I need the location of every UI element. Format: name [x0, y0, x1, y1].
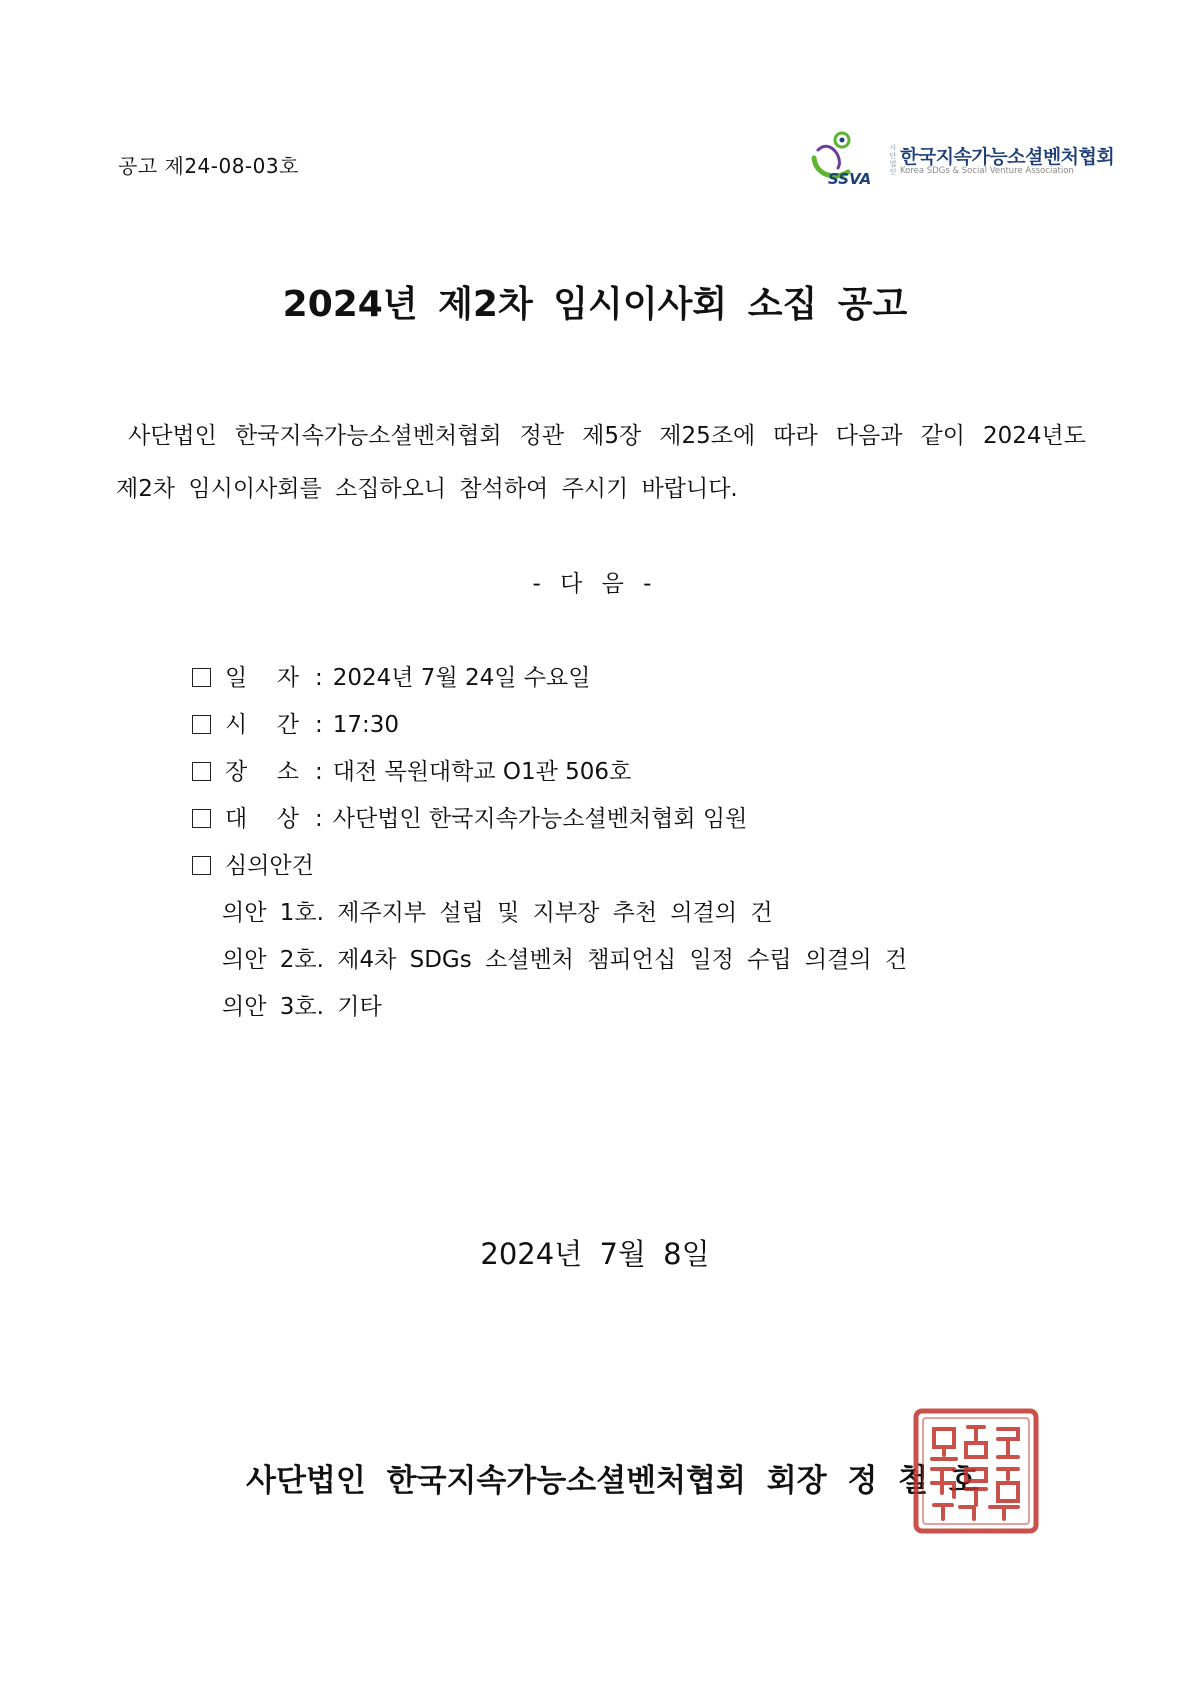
ssva-logo-icon: [808, 128, 888, 188]
agenda-item: 의안 1호. 제주지부 설립 및 지부장 추천 의결의 건: [222, 900, 773, 926]
colon: :: [315, 806, 323, 832]
detail-key: 일 자: [225, 665, 299, 691]
checkbox-icon: [192, 668, 211, 687]
detail-key: 장 소: [225, 759, 299, 785]
detail-row-target: [192, 796, 907, 843]
logo-org-type: 사단법인: [889, 144, 897, 176]
colon: :: [315, 759, 323, 785]
checkbox-icon: [192, 809, 211, 828]
colon: :: [315, 712, 323, 738]
logo-name-english: Korea SDGs & Social Venture Association: [900, 166, 1074, 176]
detail-key: 대 상: [225, 806, 299, 832]
svg-text:SSVA: SSVA: [828, 170, 872, 188]
detail-row-date: [192, 655, 907, 702]
agenda-item: 의안 2호. 제4차 SDGs 소셜벤처 챔피언십 일정 수립 의결의 건: [222, 947, 908, 973]
organization-logo: [808, 128, 1115, 188]
detail-value: 대전 목원대학교 O1관 506호: [332, 759, 632, 785]
detail-key: 시 간: [225, 712, 299, 738]
issue-date: 2024년 7월 8일: [480, 1237, 710, 1271]
next-heading: - 다 음 -: [532, 571, 658, 597]
agenda-heading: 심의안건: [225, 853, 314, 879]
official-seal-icon: [912, 1407, 1040, 1535]
intro-paragraph: [116, 410, 1086, 516]
logo-name-korean: 한국지속가능소셜벤처협회: [900, 146, 1115, 168]
document-title: 2024년 제2차 임시이사회 소집 공고: [282, 284, 908, 325]
agenda-heading-row: [192, 843, 907, 890]
notice-number: 공고 제24-08-03호: [118, 154, 299, 178]
checkbox-icon: [192, 762, 211, 781]
signer: 사단법인 한국지속가능소셜벤처협회 회장 정 철 호: [246, 1463, 979, 1499]
checkbox-icon: [192, 856, 211, 875]
detail-row-time: [192, 702, 907, 749]
detail-value: 17:30: [332, 712, 400, 738]
detail-value: 사단법인 한국지속가능소셜벤처협회 임원: [332, 806, 748, 832]
agenda-item: 의안 3호. 기타: [222, 994, 382, 1020]
checkbox-icon: [192, 715, 211, 734]
colon: :: [315, 665, 323, 691]
detail-value: 2024년 7월 24일 수요일: [332, 665, 591, 691]
detail-row-place: [192, 749, 907, 796]
details-list: [192, 655, 907, 1031]
intro-line-1: 사단법인 한국지속가능소셜벤처협회 정관 제5장 제25조에 따라 다음과 같이 2024년도: [128, 423, 1086, 449]
intro-line-2: 제2차 임시이사회를 소집하오니 참석하여 주시기 바랍니다.: [116, 476, 738, 502]
